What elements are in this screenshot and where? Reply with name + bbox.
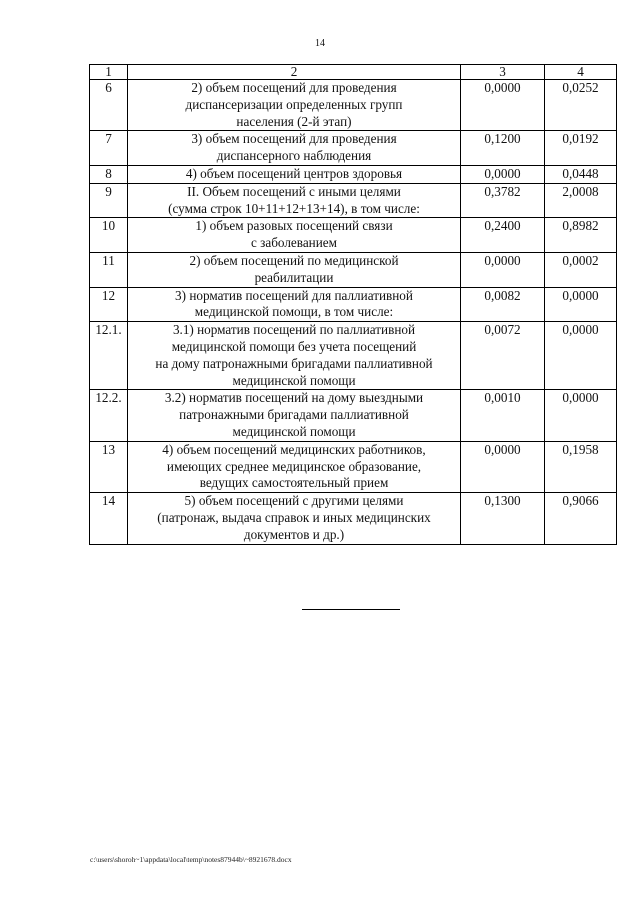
table-row bbox=[90, 165, 617, 183]
row-number-cell: 11 bbox=[90, 252, 128, 287]
table-body bbox=[90, 65, 617, 545]
description-cell: 5) объем посещений с другими целями (патронаж, выдача справок и иных медицинских документов и др.) bbox=[128, 493, 461, 544]
description-cell: II. Объем посещений с иными целями (сумма строк 10+11+12+13+14), в том числе: bbox=[128, 183, 461, 218]
value-cell-col4: 0,0448 bbox=[545, 165, 617, 183]
value-cell-col4: 0,0000 bbox=[545, 287, 617, 322]
value-cell-col3: 0,1300 bbox=[461, 493, 545, 544]
column-header: 1 bbox=[90, 65, 128, 80]
description-cell: 3) объем посещений для проведения диспансерного наблюдения bbox=[128, 131, 461, 166]
column-header: 3 bbox=[461, 65, 545, 80]
value-cell-col4: 2,0008 bbox=[545, 183, 617, 218]
table-row bbox=[90, 80, 617, 131]
value-cell-col3: 0,0082 bbox=[461, 287, 545, 322]
value-cell-col3: 0,0000 bbox=[461, 252, 545, 287]
value-cell-col3: 0,0010 bbox=[461, 390, 545, 441]
value-cell-col4: 0,9066 bbox=[545, 493, 617, 544]
value-cell-col4: 0,1958 bbox=[545, 441, 617, 492]
table-row bbox=[90, 252, 617, 287]
row-number-cell: 12.2. bbox=[90, 390, 128, 441]
description-cell: 3.2) норматив посещений на дому выездными патронажными бригадами паллиативной медицинской помощи bbox=[128, 390, 461, 441]
row-number-cell: 13 bbox=[90, 441, 128, 492]
table-row bbox=[90, 183, 617, 218]
row-number-cell: 14 bbox=[90, 493, 128, 544]
value-cell-col4: 0,0192 bbox=[545, 131, 617, 166]
footer-file-path: c:\users\shoroh~1\appdata\local\temp\notes87944b\~8921678.docx bbox=[90, 855, 292, 864]
description-cell: 3) норматив посещений для паллиативной медицинской помощи, в том числе: bbox=[128, 287, 461, 322]
value-cell-col3: 0,2400 bbox=[461, 218, 545, 253]
row-number-cell: 8 bbox=[90, 165, 128, 183]
table-row bbox=[90, 493, 617, 544]
row-number-cell: 12 bbox=[90, 287, 128, 322]
separator-line bbox=[302, 609, 400, 610]
value-cell-col3: 0,0000 bbox=[461, 165, 545, 183]
description-cell: 4) объем посещений медицинских работников, имеющих среднее медицинское образование, ведущих самостоятельный прием bbox=[128, 441, 461, 492]
description-cell: 3.1) норматив посещений по паллиативной медицинской помощи без учета посещений на дому патронажными бригадами паллиативной медицинской помощи bbox=[128, 322, 461, 390]
value-cell-col3: 0,0000 bbox=[461, 80, 545, 131]
column-header: 4 bbox=[545, 65, 617, 80]
data-table bbox=[89, 64, 617, 545]
table-row bbox=[90, 441, 617, 492]
value-cell-col3: 0,0000 bbox=[461, 441, 545, 492]
table-row bbox=[90, 218, 617, 253]
value-cell-col4: 0,0000 bbox=[545, 390, 617, 441]
value-cell-col3: 0,1200 bbox=[461, 131, 545, 166]
row-number-cell: 10 bbox=[90, 218, 128, 253]
description-cell: 2) объем посещений для проведения диспансеризации определенных групп населения (2-й этап) bbox=[128, 80, 461, 131]
table-row bbox=[90, 131, 617, 166]
table-row bbox=[90, 287, 617, 322]
page-number: 14 bbox=[315, 38, 325, 49]
description-cell: 1) объем разовых посещений связи с заболеванием bbox=[128, 218, 461, 253]
description-cell: 2) объем посещений по медицинской реабилитации bbox=[128, 252, 461, 287]
value-cell-col3: 0,3782 bbox=[461, 183, 545, 218]
row-number-cell: 6 bbox=[90, 80, 128, 131]
row-number-cell: 9 bbox=[90, 183, 128, 218]
value-cell-col4: 0,0000 bbox=[545, 322, 617, 390]
table-row bbox=[90, 390, 617, 441]
row-number-cell: 12.1. bbox=[90, 322, 128, 390]
row-number-cell: 7 bbox=[90, 131, 128, 166]
value-cell-col4: 0,8982 bbox=[545, 218, 617, 253]
table-row bbox=[90, 322, 617, 390]
value-cell-col4: 0,0002 bbox=[545, 252, 617, 287]
value-cell-col4: 0,0252 bbox=[545, 80, 617, 131]
column-header: 2 bbox=[128, 65, 461, 80]
header-row bbox=[90, 65, 617, 80]
description-cell: 4) объем посещений центров здоровья bbox=[128, 165, 461, 183]
value-cell-col3: 0,0072 bbox=[461, 322, 545, 390]
